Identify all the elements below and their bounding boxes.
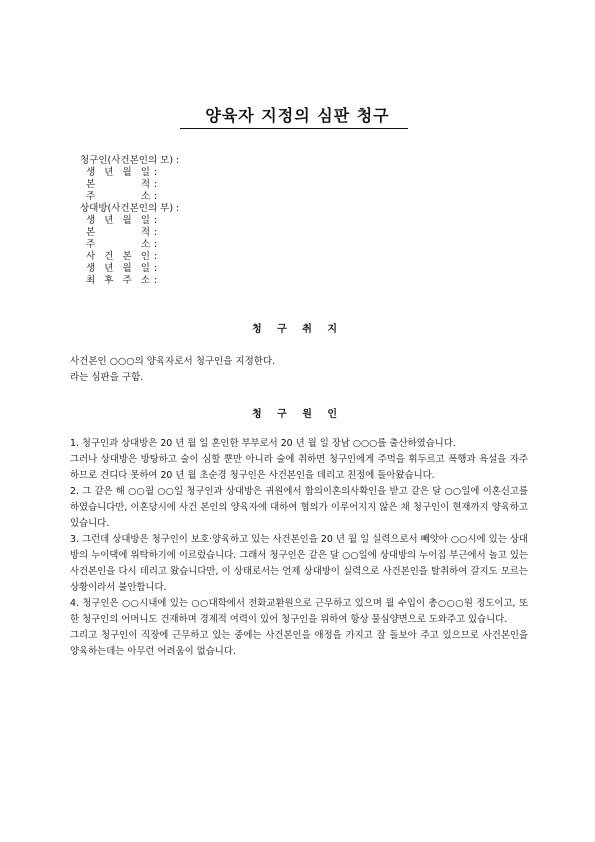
respondent-birth-row [80,215,179,227]
field-colon: : [154,263,158,274]
purpose-line: 사건본인 ○○○의 양육자로서 청구인을 지정한다. [70,356,276,367]
field-colon: : [154,275,158,286]
field-label: 본 적 [86,179,150,190]
party-info-block [80,155,179,287]
field-colon: : [154,167,158,178]
subject-birth-row [80,263,179,275]
cause-heading: 청 구 원 인 [251,409,344,420]
petitioner-address-row [80,191,179,203]
respondent-domicile-row [80,227,179,239]
field-label: 생 년 월 일 [86,263,150,274]
field-label: 본 적 [86,227,150,238]
subject-name-row [80,251,179,263]
cause-section [70,436,528,660]
cause-paragraph: 4. 청구인은 ○○시내에 있는 ○○대학에서 전화교환원으로 근무하고 있으며 월 수입이 총○○○원 정도이고, 또한 청구인의 어머니도 건재하며 경제적 여력이 있어 청구인을 위하여 항상 물심양면으로 도와주고 있습니다. [70,598,528,625]
field-colon: : [154,227,158,238]
field-colon: : [154,191,158,202]
cause-paragraph: 3. 그런데 상대방은 청구인이 보호·양육하고 있는 사건본인을 20 년 월 일 실력으로서 빼앗아 ○○시에 있는 상대방의 누이댁에 위탁하기에 이르렀습니다. 그래서 청구인은 같은 달 ○○일에 상대방의 누이집 부근에서 놀고 있는 사건본인을 다시 데리고 왔습니다만, 이 상태로서는 언제 상대방이 실력으로 사건본인을 탈취하여 갈지도 모르는 상황이라서 불안합니다. [70,534,528,593]
purpose-heading: 청 구 취 지 [251,324,344,335]
field-colon: : [154,215,158,226]
purpose-section [70,354,275,386]
field-colon: : [154,179,158,190]
subject-address-row [80,275,179,287]
field-label: 사 건 본 인 [86,251,150,262]
petitioner-domicile-row [80,179,179,191]
cause-paragraph: 2. 그 같은 해 ○○월 ○○일 청구인과 상대방은 귀원에서 합의이혼의사확인을 받고 같은 달 ○○일에 이혼신고를 하였습니다만, 이혼당시에 사건 본인의 양육자에 대하여 협의가 이루어지지 않은 채 청구인이 현재까지 양육하고 있습니다. [70,486,528,529]
field-label: 주 소 [86,239,150,250]
field-label: 최 후 주 소 [86,275,150,286]
cause-paragraph: 1. 청구인과 상대방은 20 년 월 일 혼인한 부부로서 20 년 월 일 장남 ○○○를 출산하였습니다. [70,438,456,449]
petitioner-header [80,155,179,167]
respondent-header [80,203,179,215]
field-label: 주 소 [86,191,150,202]
respondent-address-row [80,239,179,251]
cause-paragraph: 그러나 상대방은 방탕하고 술이 심할 뿐만 아니라 술에 취하면 청구인에게 주먹을 휘두르고 폭행과 욕설을 자주하므로 견디다 못하여 20 년 월 초순경 청구인은 사건본인을 데리고 친정에 돌아왔습니다. [70,454,528,481]
title-underline [180,128,408,129]
respondent-label: 상대방(사건본인의 부) : [80,203,180,214]
field-label: 생 년 월 일 [86,215,150,226]
document-title: 양육자 지정의 심판 청구 [205,106,390,125]
field-colon: : [154,251,158,262]
cause-paragraph: 그리고 청구인이 직장에 근무하고 있는 중에는 사건본인을 애정을 가지고 잘 돌보아 주고 있으므로 사건본인을 양육하는데는 아무런 어려움이 없습니다. [70,630,528,657]
field-colon: : [154,239,158,250]
purpose-line: 라는 심판을 구함. [70,372,144,383]
petitioner-label: 청구인(사건본인의 모) : [80,155,180,166]
petitioner-birth-row [80,167,179,179]
field-label: 생 년 월 일 [86,167,150,178]
